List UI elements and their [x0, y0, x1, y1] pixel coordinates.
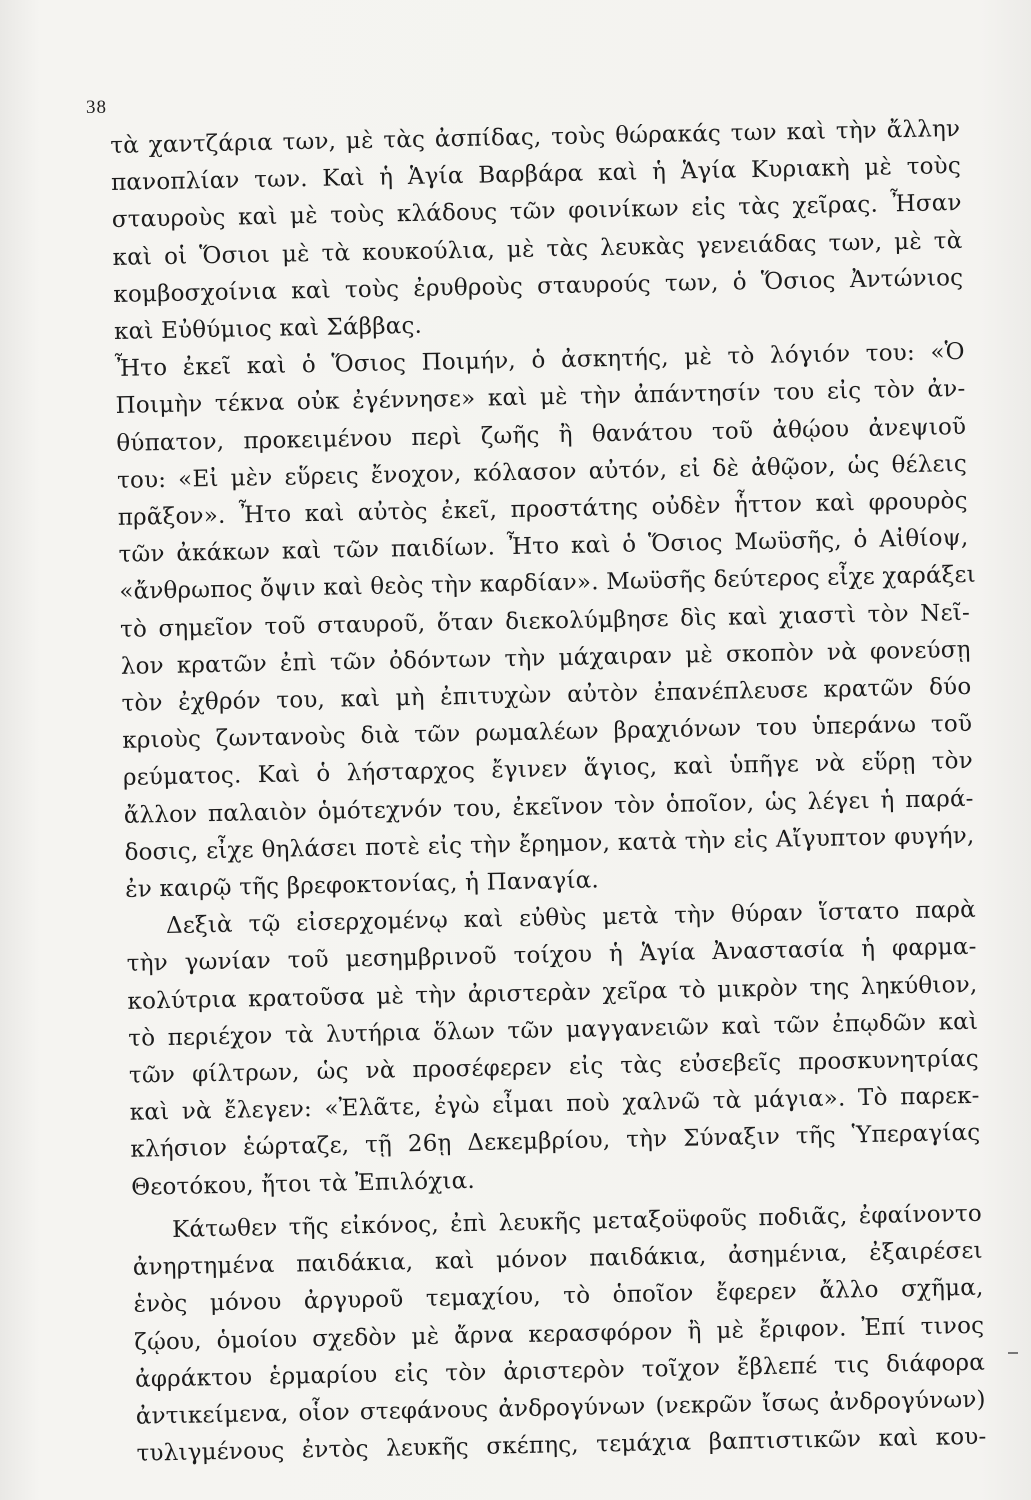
- text-line: τῶν ἀκάκων καὶ τῶν παιδίων. Ἦτο καὶ ὁ Ὅσιος Μωϋσῆς, ὁ Αἰθίοψ,: [118, 525, 969, 569]
- text-line: ἐν καιρῷ τῆς βρεφοκτονίας, ἡ Παναγία.: [125, 867, 600, 903]
- margin-mark: [1008, 1352, 1018, 1354]
- text-line: τῶν φίλτρων, ὡς νὰ προσέφερεν εἰς τὰς εὐσεβεῖς προσκυνητρίας: [128, 1045, 980, 1089]
- text-line: ρεύματος. Καὶ ὁ λήσταρχος ἔγινεν ἅγιος, καὶ ὑπῆγε νὰ εὕρῃ τὸν: [122, 748, 974, 792]
- text-line: ἑνὸς μόνου ἀργυροῦ τεμαχίου, τὸ ὁποῖον ἔφερεν ἄλλο σχῆμα,: [133, 1275, 984, 1319]
- text-line: Ποιμὴν τέκνα οὐκ ἐγέννησε» καὶ μὲ τὴν ἀπάντησίν του εἰς τὸν ἀν-: [115, 376, 966, 420]
- text-line: κριοὺς ζωντανοὺς διὰ τῶν ρωμαλέων βραχιόνων του ὑπεράνω τοῦ: [122, 711, 973, 755]
- text-line: «ἄνθρωπος ὄψιν καὶ θεὸς τὴν καρδίαν». Μωϋσῆς δεύτερος εἶχε χαράξει: [119, 562, 977, 606]
- text-line: τὴν γωνίαν τοῦ μεσημβρινοῦ τοίχου ἡ Ἁγία Ἀναστασία ἡ φαρμα-: [126, 934, 977, 978]
- paragraph: [110, 111, 964, 351]
- text-line: τὸ σημεῖον τοῦ σταυροῦ, ὅταν διεκολύμβησε δὶς καὶ χιαστὶ τὸν Νεῖ-: [119, 599, 971, 643]
- text-line: σταυροὺς καὶ μὲ τοὺς κλάδους τῶν φοινίκων εἰς τὰς χεῖρας. Ἦσαν: [111, 190, 962, 234]
- text-line: πανοπλίαν των. Καὶ ἡ Ἁγία Βαρβάρα καὶ ἡ Ἁγία Κυριακὴ μὲ τοὺς: [110, 153, 962, 197]
- text-line: Δεξιὰ τῷ εἰσερχομένῳ καὶ εὐθὺς μετὰ τὴν θύραν ἵστατο παρὰ: [165, 897, 977, 940]
- text-line: θύπατον, προκειμένου περὶ ζωῆς ἢ θανάτου τοῦ ἀθῴου ἀνεψιοῦ: [116, 413, 967, 457]
- paragraph: [114, 334, 975, 909]
- text-line: κλήσιον ἑώρταζε, τῇ 26ῃ Δεκεμβρίου, τὴν Σύναξιν τῆς Ὑπεραγίας: [130, 1120, 981, 1164]
- text-line: ἄλλον παλαιὸν ὁμότεχνόν του, ἐκεῖνον τὸν ὁποῖον, ὡς λέγει ἡ παρά-: [123, 785, 974, 829]
- text-line: κομβοσχοίνια καὶ τοὺς ἐρυθροὺς σταυρούς των, ὁ Ὅσιος Ἀντώνιος: [113, 264, 964, 308]
- body-text: [110, 111, 987, 1473]
- text-line: πρᾶξον». Ἦτο καὶ αὐτὸς ἐκεῖ, προστάτης οὐδὲν ἧττον καὶ φρουρὸς: [117, 487, 968, 531]
- text-line: τὸ περιέχον τὰ λυτήρια ὅλων τῶν μαγγανειῶν καὶ τῶν ἐπῳδῶν καὶ: [128, 1008, 979, 1052]
- text-line: καὶ οἱ Ὅσιοι μὲ τὰ κουκούλια, μὲ τὰς λευκὰς γενειάδας των, μὲ τὰ: [112, 227, 963, 271]
- text-line: Θεοτόκου, ἤτοι τὰ Ἐπιλόχια.: [131, 1167, 476, 1201]
- text-line: Ἦτο ἐκεῖ καὶ ὁ Ὅσιος Ποιμήν, ὁ ἀσκητής, μὲ τὸ λόγιόν του: «Ὁ: [114, 339, 965, 383]
- text-line: δοσις, εἶχε θηλάσει ποτὲ εἰς τὴν ἔρημον, κατὰ τὴν εἰς Αἴγυπτον φυγήν,: [124, 822, 975, 866]
- text-line: ἀντικείμενα, οἷον στεφάνους ἀνδρογύνων (νεκρῶν ἴσως ἀνδρογύνων): [135, 1386, 986, 1430]
- page-number: 38: [86, 97, 107, 118]
- paragraph: [126, 892, 982, 1207]
- text-line: καὶ Εὐθύμιος καὶ Σάββας.: [113, 312, 423, 345]
- text-line: τυλιγμένους ἐντὸς λευκῆς σκέπης, τεμάχια βαπτιστικῶν καὶ κου-: [136, 1423, 987, 1467]
- text-line: τὰ χαντζάρια των, μὲ τὰς ἀσπίδας, τοὺς θώρακάς των καὶ τὴν ἄλλην: [110, 115, 961, 159]
- text-line: ζῴου, ὁμοίου σχεδὸν μὲ ἄρνα κερασφόρον ἢ μὲ ἔριφον. Ἐπί τινος: [134, 1312, 985, 1356]
- text-line: του: «Εἰ μὲν εὕρεις ἔνοχον, κόλασον αὐτόν, εἰ δὲ ἀθῷον, ὡς θέλεις: [116, 450, 968, 494]
- text-line: λον κρατῶν ἐπὶ τῶν ὀδόντων τὴν μάχαιραν μὲ σκοπὸν νὰ φονεύσῃ: [120, 636, 971, 680]
- text-line: ἀνηρτημένα παιδάκια, καὶ μόνον παιδάκια, ἀσημένια, ἐξαιρέσει: [132, 1237, 983, 1281]
- paragraph: [132, 1196, 987, 1473]
- text-line: καὶ νὰ ἔλεγεν: «Ἐλᾶτε, ἐγὼ εἶμαι ποὺ χαλνῶ τὰ μάγια». Τὸ παρεκ-: [129, 1083, 980, 1127]
- text-line: τὸν ἐχθρόν του, καὶ μὴ ἐπιτυχὼν αὐτὸν ἐπανέπλευσε κρατῶν δύο: [121, 673, 972, 717]
- text-line: κολύτρια κρατοῦσα μὲ τὴν ἀριστερὰν χεῖρα τὸ μικρὸν της ληκύθιον,: [127, 971, 978, 1015]
- text-line: Κάτωθεν τῆς εἰκόνος, ἐπὶ λευκῆς μεταξοϋφοῦς ποδιᾶς, ἐφαίνοντο: [171, 1200, 983, 1243]
- text-line: ἀφράκτου ἑρμαρίου εἰς τὸν ἀριστερὸν τοῖχον ἔβλεπέ τις διάφορα: [134, 1349, 986, 1393]
